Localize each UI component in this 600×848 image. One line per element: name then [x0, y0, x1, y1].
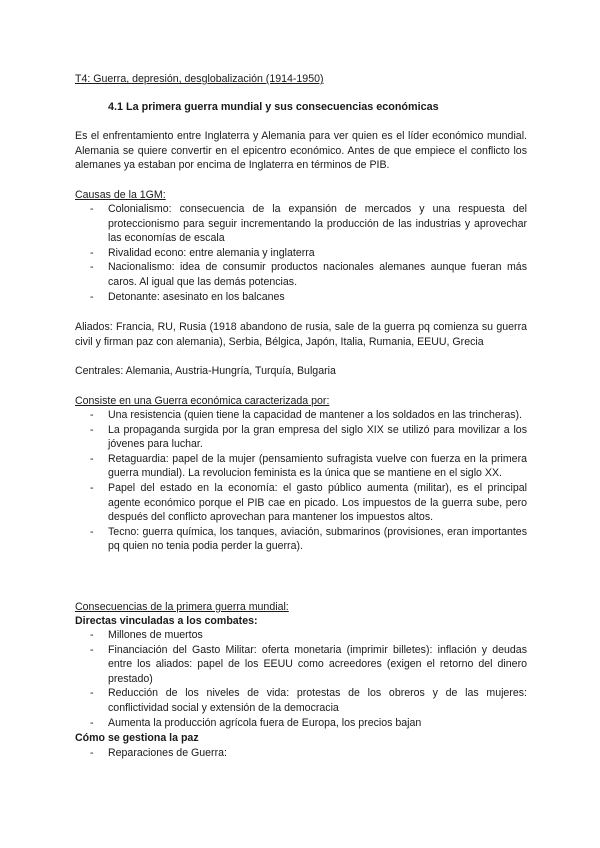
- list-item: - Papel del estado en la economía: el gasto público aumenta (militar), es el principal agente económico porque el PIB cae en picado. Los impuestos de la guerra sube, pero después del conflicto aprovechan para mantener los impuestos altos.: [75, 481, 527, 525]
- intro-paragraph: Es el enfrentamiento entre Inglaterra y Alemania para ver quien es el líder económico mundial. Alemania se quiere convertir en el epicentro económico. Antes de que empiece el conflicto los alemanes ya estaban por encima de Inglaterra en términos de PIB.: [75, 130, 527, 172]
- causes-heading: Causas de la 1GM:: [75, 189, 166, 201]
- list-item: - Una resistencia (quien tiene la capacidad de mantener a los soldados en las trincheras).: [75, 408, 527, 423]
- list-item: - Millones de muertos: [75, 628, 527, 643]
- consequences-heading: Consecuencias de la primera guerra mundial:: [75, 601, 289, 613]
- list-item: - Financiación del Gasto Militar: oferta monetaria (imprimir billetes): inflación y deudas entre los aliados: papel de los EEUU como acreedores (exigen el retorno del dinero prestado): [75, 643, 527, 687]
- list-item: - Reparaciones de Guerra:: [75, 746, 527, 761]
- list-item: - Rivalidad econo: entre alemania y inglaterra: [75, 246, 527, 261]
- economic-war-heading: Consiste en una Guerra económica caracterizada por:: [75, 395, 330, 407]
- document-title: T4: Guerra, depresión, desglobalización (1914-1950): [75, 73, 324, 85]
- centrals-line: Centrales: Alemania, Austria-Hungría, Turquía, Bulgaria: [75, 365, 336, 377]
- list-item: - Detonante: asesinato en los balcanes: [75, 290, 527, 305]
- list-item: - Tecno: guerra química, los tanques, aviación, submarinos (provisiones, eran importantes pq quien no tenia podia perder la guerra).: [75, 525, 527, 554]
- direct-consequences-list: [75, 628, 527, 730]
- list-item: - La propaganda surgida por la gran empresa del siglo XIX se utilizó para movilizar a los jóvenes para luchar.: [75, 423, 527, 452]
- peace-list: [75, 746, 527, 761]
- economic-war-list: [75, 408, 527, 554]
- list-item: - Reducción de los niveles de vida: protestas de los obreros y de las mujeres: conflictividad social y extensión de la democracia: [75, 686, 527, 715]
- list-item: - Retaguardia: papel de la mujer (pensamiento sufragista vuelve con fuerza en la primera guerra mundial). La revolucion feminista es la única que se mantiene en el siglo XX.: [75, 452, 527, 481]
- list-item: - Colonialismo: consecuencia de la expansión de mercados y una respuesta del proteccionismo para seguir incrementando la producción de las industrias y aprovechar las economías de escala: [75, 202, 527, 246]
- list-item: - Aumenta la producción agrícola fuera de Europa, los precios bajan: [75, 716, 527, 731]
- direct-consequences-heading: Directas vinculadas a los combates:: [75, 615, 258, 627]
- allies-paragraph: Aliados: Francia, RU, Rusia (1918 abandono de rusia, sale de la guerra pq comienza su guerra civil y firman paz con alemania), Serbia, Bélgica, Japón, Italia, Rumania, EEUU, Grecia: [75, 321, 527, 348]
- section-heading: 4.1 La primera guerra mundial y sus consecuencias económicas: [108, 101, 439, 113]
- peace-heading: Cómo se gestiona la paz: [75, 732, 199, 744]
- list-item: - Nacionalismo: idea de consumir productos nacionales alemanes aunque fueran más caros. Al igual que las demás potencias.: [75, 260, 527, 289]
- causes-list: [75, 202, 527, 304]
